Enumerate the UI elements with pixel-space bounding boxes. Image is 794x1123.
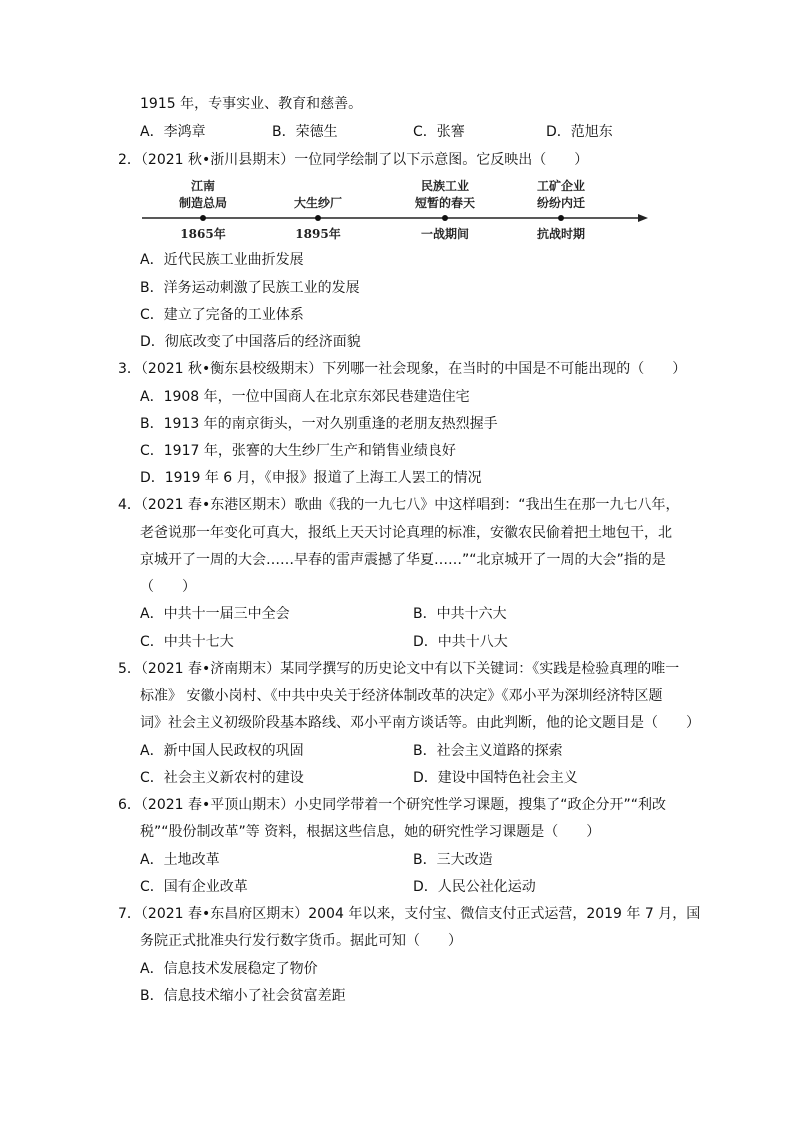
q7-stem-line-2: 务院正式批准央行发行数字货币。据此可知（ ）: [140, 933, 462, 949]
timeline-point-4-top1: 工矿企业: [536, 179, 586, 193]
q2-option-d: D．彻底改变了中国落后的经济面貌: [140, 334, 361, 350]
timeline-arrow-icon: [638, 214, 648, 222]
q4-stem-line-2: 老爸说那一年变化可真大，报纸上天天讨论真理的标准，安徽农民偷着把土地包干，北: [140, 525, 672, 541]
q5-option-c: C．社会主义新农村的建设: [140, 770, 304, 786]
q1-option-c: C．张謇: [413, 124, 465, 140]
q2-option-a: A．近代民族工业曲折发展: [140, 252, 304, 268]
q1-option-a: A．李鸿章: [140, 124, 206, 140]
q4-stem-line-3: 京城开了一周的大会……早春的雷声震撼了华夏……”“北京城开了一周的大会”指的是: [140, 552, 666, 568]
q7-option-a: A．信息技术发展稳定了物价: [140, 961, 318, 977]
q4-option-d: D．中共十八大: [413, 634, 508, 650]
q4-option-b: B．中共十六大: [413, 606, 507, 622]
q6-option-d: D．人民公社化运动: [413, 879, 536, 895]
q1-option-d: D．范旭东: [546, 124, 613, 140]
q6-option-b: B．三大改造: [413, 852, 493, 868]
q2-stem: 2．（2021 秋•浙川县期末）一位同学绘制了以下示意图。它反映出（ ）: [118, 152, 589, 168]
q4-option-a: A．中共十一届三中全会: [140, 606, 290, 622]
timeline-point-2-dot: [315, 215, 321, 221]
timeline-point-2-bottom: 1895年: [295, 227, 341, 241]
timeline-point-1-bottom: 1865年: [180, 227, 226, 241]
q3-stem: 3．（2021 秋•衡东县校级期末）下列哪一社会现象，在当时的中国是不可能出现的（ ）: [118, 361, 687, 377]
timeline-point-4-bottom: 抗战时期: [536, 227, 586, 241]
timeline-point-3-top1: 民族工业: [420, 179, 470, 193]
q5-stem-line-1: 5．（2021 春•济南期末）某同学撰写的历史论文中有以下关键词：《实践是检验真理的唯一: [118, 661, 680, 677]
q1-stem-continuation: 1915 年，专事实业、教育和慈善。: [140, 96, 363, 112]
q5-option-a: A．新中国人民政权的巩固: [140, 743, 304, 759]
q6-option-a: A．土地改革: [140, 852, 220, 868]
q6-option-c: C．国有企业改革: [140, 879, 248, 895]
q7-stem-line-1: 7．（2021 春•东昌府区期末）2004 年以来，支付宝、微信支付正式运营，2019 年 7 月，国: [118, 906, 701, 922]
timeline-point-4-dot: [558, 215, 564, 221]
q4-stem-line-4: （ ）: [140, 579, 196, 595]
q2-option-c: C．建立了完备的工业体系: [140, 307, 304, 323]
q5-stem-line-2: 标准》 安徽小岗村、《中共中央关于经济体制改革的决定》《邓小平为深圳经济特区题: [140, 688, 663, 704]
q6-stem-line-2: 税”“股份制改革”等 资料，根据这些信息，她的研究性学习课题是（ ）: [140, 824, 601, 840]
timeline-point-3-bottom: 一战期间: [420, 227, 470, 241]
q5-option-d: D．建设中国特色社会主义: [413, 770, 578, 786]
q3-option-b: B．1913 年的南京街头，一对久别重逢的老朋友热烈握手: [140, 416, 498, 432]
timeline-point-4-top2: 纷纷内迁: [536, 196, 586, 210]
q2-option-b: B．洋务运动刺激了民族工业的发展: [140, 280, 360, 296]
timeline-point-2-top2: 大生纱厂: [293, 196, 343, 210]
timeline-point-1-dot: [200, 215, 206, 221]
timeline-point-1-top1: 江南: [190, 179, 216, 193]
q7-option-b: B．信息技术缩小了社会贫富差距: [140, 988, 346, 1004]
q1-option-b: B．荣德生: [272, 124, 338, 140]
q5-option-b: B．社会主义道路的探索: [413, 743, 563, 759]
q6-stem-line-1: 6．（2021 春•平顶山期末）小史同学带着一个研究性学习课题，搜集了“政企分开”“利改: [118, 797, 667, 813]
q3-option-d: D．1919 年 6 月，《申报》报道了上海工人罢工的情况: [140, 470, 482, 486]
timeline-point-3-dot: [442, 215, 448, 221]
timeline-point-1-top2: 制造总局: [178, 196, 228, 210]
q4-option-c: C．中共十七大: [140, 634, 234, 650]
timeline-point-3-top2: 短暂的春天: [414, 196, 476, 210]
q5-stem-line-3: 词》社会主义初级阶段基本路线、邓小平南方谈话等。由此判断，他的论文题目是（ ）: [140, 715, 700, 731]
timeline-diagram: [140, 178, 656, 244]
q3-option-a: A．1908 年，一位中国商人在北京东郊民巷建造住宅: [140, 389, 470, 405]
q4-stem-line-1: 4．（2021 春•东港区期末）歌曲《我的一九七八》中这样唱到：“我出生在那一九七八年，: [118, 497, 680, 513]
q3-option-c: C．1917 年，张謇的大生纱厂生产和销售业绩良好: [140, 443, 456, 459]
